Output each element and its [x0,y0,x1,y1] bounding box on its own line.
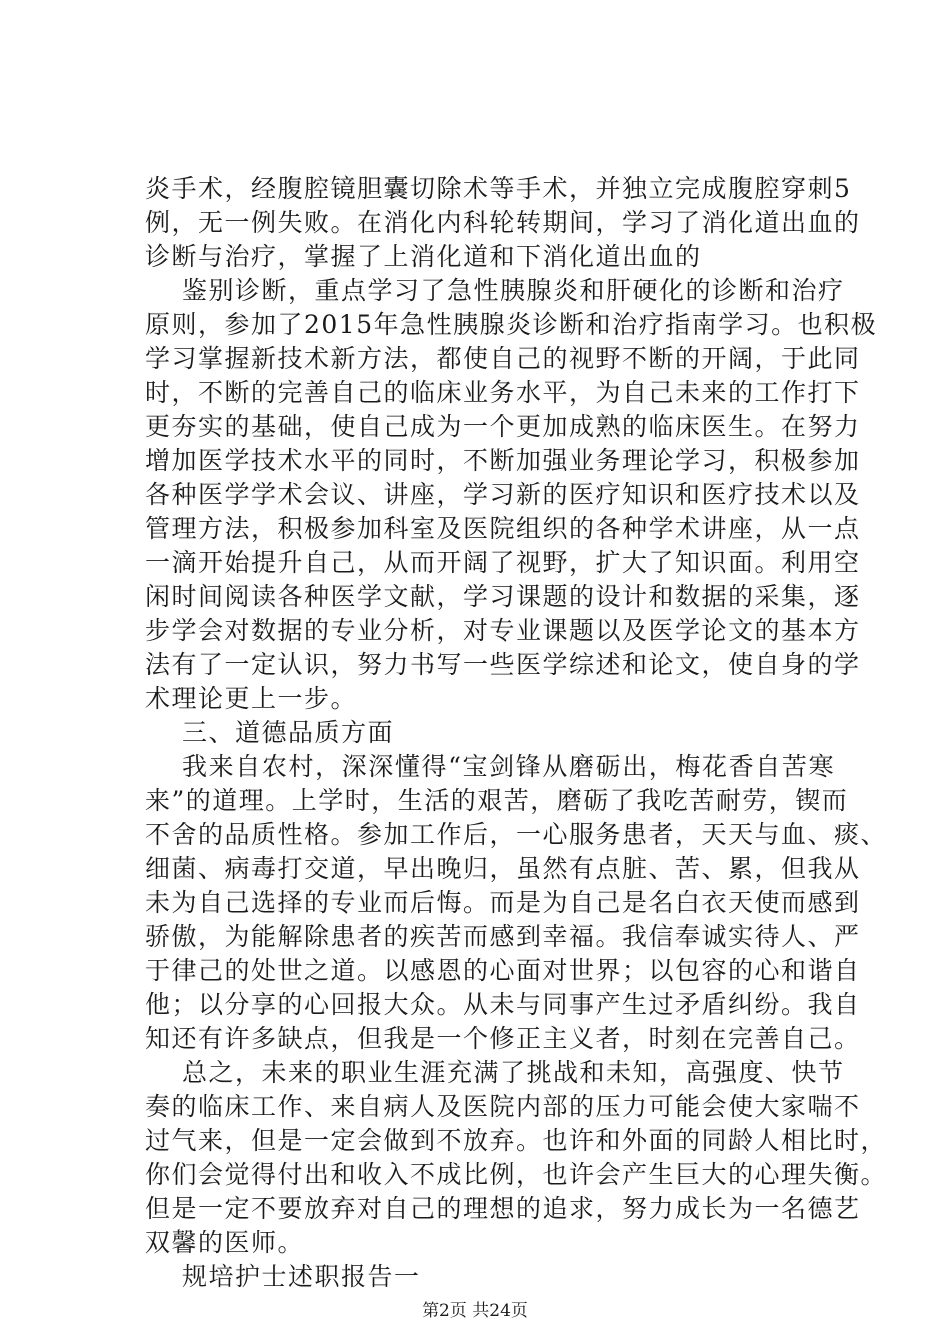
text-line: 步学会对数据的专业分析，对专业课题以及医学论文的基本方 [145,616,861,645]
text-line: 总之，未来的职业生涯充满了挑战和未知，高强度、快节 [182,1058,845,1087]
text-line: 双馨的医师。 [145,1228,305,1257]
text-line: 法有了一定认识，努力书写一些医学综述和论文，使自身的学 [145,650,861,679]
page-footer: 第2页 共24页 [422,1301,528,1321]
text-line: 术理论更上一步。 [145,684,358,713]
text-line: 各种医学学术会议、讲座，学习新的医疗知识和医疗技术以及 [145,480,861,509]
section-heading: 三、道德品质方面 [182,718,395,747]
text-line: 奏的临床工作、来自病人及医院内部的压力可能会使大家喘不 [145,1092,861,1121]
text-line: 细菌、病毒打交道，早出晚归，虽然有点脏、苦、累，但我从 [145,854,861,883]
text-line: 过气来，但是一定会做到不放弃。也许和外面的同龄人相比时， [145,1126,888,1155]
text-line: 不舍的品质性格。参加工作后，一心服务患者，天天与血、痰、 [145,820,888,849]
text-line: 知还有许多缺点，但我是一个修正主义者，时刻在完善自己。 [145,1024,861,1053]
text-line: 例，无一例失败。在消化内科轮转期间，学习了消化道出血的 [145,208,861,237]
text-line: 骄傲，为能解除患者的疾苦而感到幸福。我信奉诚实待人、严 [145,922,861,951]
text-line: 原则，参加了2015年急性胰腺炎诊断和治疗指南学习。也积极 [145,310,878,339]
text-line: 于律己的处世之道。以感恩的心面对世界；以包容的心和谐自 [145,956,861,985]
text-line: 闲时间阅读各种医学文献，学习课题的设计和数据的采集，逐 [145,582,861,611]
text-line: 鉴别诊断，重点学习了急性胰腺炎和肝硬化的诊断和治疗 [182,276,845,305]
text-line: 一滴开始提升自己，从而开阔了视野，扩大了知识面。利用空 [145,548,861,577]
text-line: 增加医学技术水平的同时，不断加强业务理论学习，积极参加 [145,446,861,475]
text-line: 炎手术，经腹腔镜胆囊切除术等手术，并独立完成腹腔穿刺5 [145,174,852,203]
section-heading: 规培护士述职报告一 [182,1262,421,1291]
text-line: 未为自己选择的专业而后悔。而是为自己是名白衣天使而感到 [145,888,861,917]
text-line: 更夯实的基础，使自己成为一个更加成熟的临床医生。在努力 [145,412,861,441]
text-line: 我来自农村，深深懂得“宝剑锋从磨砺出，梅花香自苦寒 [182,752,835,781]
text-line: 来”的道理。上学时，生活的艰苦，磨砺了我吃苦耐劳，锲而 [145,786,849,815]
text-line: 管理方法，积极参加科室及医院组织的各种学术讲座，从一点 [145,514,861,543]
text-line: 他；以分享的心回报大众。从未与同事产生过矛盾纠纷。我自 [145,990,861,1019]
text-line: 学习掌握新技术新方法，都使自己的视野不断的开阔，于此同 [145,344,861,373]
text-line: 但是一定不要放弃对自己的理想的追求，努力成长为一名德艺 [145,1194,861,1223]
text-line: 时，不断的完善自己的临床业务水平，为自己未来的工作打下 [145,378,861,407]
text-line: 诊断与治疗，掌握了上消化道和下消化道出血的 [145,242,702,271]
text-line: 你们会觉得付出和收入不成比例，也许会产生巨大的心理失衡。 [145,1160,888,1189]
